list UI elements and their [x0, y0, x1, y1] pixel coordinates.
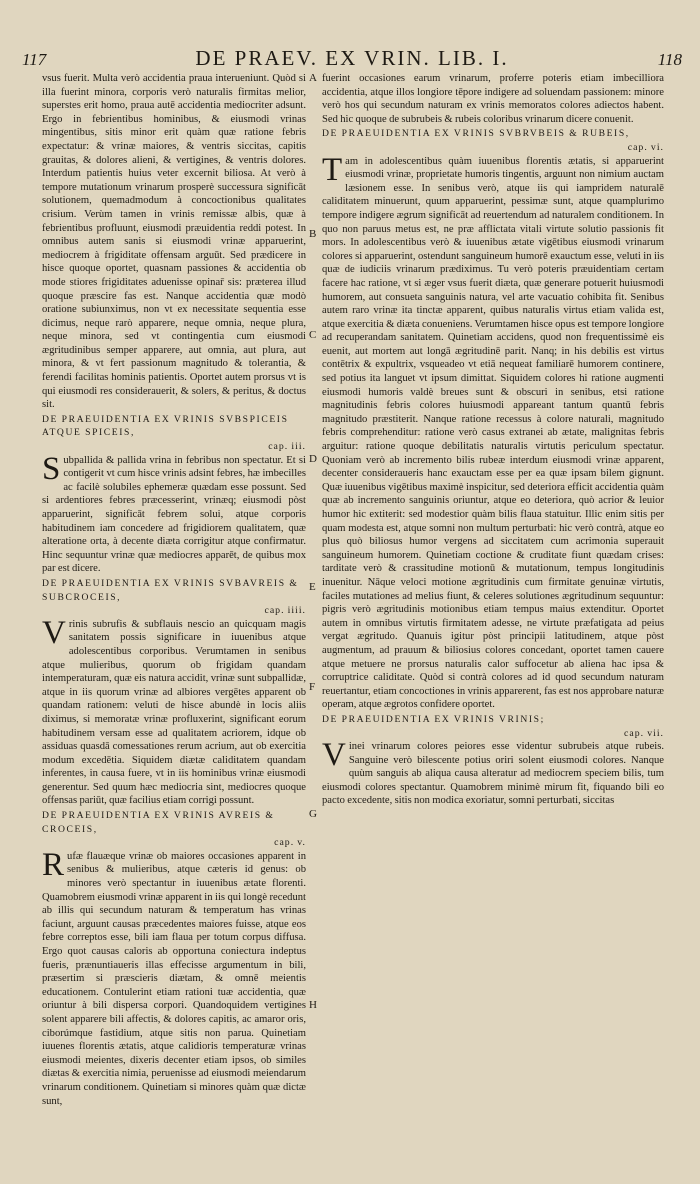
chapter-number: cap. vi. — [627, 141, 664, 153]
margin-letter: H — [309, 999, 317, 1011]
running-title: DE PRAEV. EX VRIN. LIB. I. — [195, 46, 509, 70]
chapter-heading: DE PRAEUIDENTIA EX VRINIS SVBAVREIS & SUBCROCEIS, — [42, 577, 299, 603]
chapter-heading: DE PRAEUIDENTIA EX VRINIS VRINIS; — [322, 713, 545, 725]
chapter-number: cap. iii. — [268, 441, 306, 453]
paragraph: Subpallida & pallida vrina in febribus non spectatur. Et si contigerit vt cum hisce vrinis adsint febres, hæ imbecilles ac facilè solubiles ephemeræ quædam esse possunt. Sed si ardentiores febres præcesserint, vrinæq; eiusmodi pòst apparuerint, significāt febrem solui, atque corporis habitudinem iam concedere ad frigidiorem qualitatem, quæ alteratione orta, à decente diæta corrigitur atque confirmatur. Hinc sequuntur vrinæ quæ mediocres apparēt, de quibus mox par est dicere. — [42, 450, 306, 575]
chapter-number: cap. v. — [274, 837, 306, 849]
margin-letter: D — [309, 453, 317, 465]
margin-letter: F — [309, 681, 316, 693]
chapter-heading: DE PRAEUIDENTIA EX VRINIS AVREIS & CROCEIS, — [42, 810, 275, 835]
paragraph: Vrinis subrufis & subflauis nescio an quicquam magis sanitatem possis significare in iuuenibus atque adolescentibus corporibus. Verumtamen in senibus atque mulieribus, quorum ob frigidam quandam intemperaturam, quæ eis natura accidit, vrinæ sunt subpallidæ, atque in iis quorum vrinæ ad albiores vergētes apparent ob quandam rationem: veluti de hisce abundè in locis aliis diximus, si memoratæ vrinæ profluxerint, significant eorum habitudinem versam esse ad qualitatem acriorem, idque ob assiduas quasdā comessationes rerum acrium, aut ob exercitia modum excedētia. Siquidem diætæ caliditatem quandam inferentes, in causa fuere, vt in iis hominibus vrinæ eiusmodi generentur. Sed quum hæc mediocria sint, mediocres quoque offensas pariūt, quæ facilius etiam corrigi possunt. — [42, 614, 306, 807]
left-column — [42, 72, 306, 1108]
paragraph: fuerint occasiones earum vrinarum, proferre poteris etiam imbecilliora accidentia, atque illos longiore tēpore indigere ad soluendam passionem: minore verò hos qui secundum naturam ex vrinis memoratos colores adiectos habent. Sed hic quoque de subrubeis & rubeis coloribus vrinarum dicere conuenit. — [322, 73, 664, 125]
paragraph: Tam in adolescentibus quàm iuuenibus florentis ætatis, si apparuerint eiusmodi vrinæ, proprietate humoris tingentis, arguunt non nimium auctam læsionem esse. In senibus verò, atque iis qui iampridem naturalē caliditatem minuerunt, quum apparuerint, pessimæ sunt, atque quamplurimo tempore indigere ægrum significāt ad reuertendum ad naturalem conditionem. In quo non paruus metus est, ne præ afflictata vitali virtute solutio passionis fit mors. In adolescentibus verò & iuuenibus ætate vigētibus eiusmodi vrinarum colores si apparuerint, ostendunt sanguineum humorē exauctum esse, veluti in iis quæ de iudiciis vrinarum prædiximus. Tu verò poteris præuidentiam certam facere hac ratione, vt si æger vsus fuerit diæta, quæ generare potuerit huiusmodi humorem, aut consueta sanguinis natura, vel arte vacuatio cohibita fit. Senibus autem raro vrinæ ita tinctæ apparent, quibus naturalis virtus etiam valida est, atque exercitia & diæta conueniens. Verumtamen hisce opus est tempore longiore ad recuperandam sanitatem. Quinetiam accidens, quod non frequentissimè eis euenit, aut mortem aut longā ægritudinē parit. Nanq; in his debilis est virtus contētrix & expultrix, vsqueadeo vt etiā nequeat familiarē humorem continere, sed potius ita languet vt ipsum dimittat. Siquidem colores hi ratione augmenti eiusmodi humoris valdè breues sunt & obscuri in senibus, etsi ratione magnitudinis febris colores huiusmodi appareant tantum quantū febris magnitudo præstiterit. Nanque ratione recessus à colore naturali, magnitudo febris comprehenditur: ratione verò casus extranei ab ætate, malignitas febris arguitur: ratione quoque debilitatis naturalis virtutis periculum spectatur. Quoniam verò ab incremento bilis rubeæ interdum eiusmodi vrinæ apparent, decenter consideraueris hanc exauctam esse per ea quæ ipsam bilem gignunt. Quæ iuuenibus vigētibus maximè inspicitur, sed deteriora efficit accidentia quàm quæ ab incremento sanguinis oriuntur, atque eo deteriora, quò acrior & leuior humor hic extiterit: sed modestior quàm bilis flaua statuitur. Illic enim sitis per quam modesta est, atque somni non multum perturbati: hic verò contrà, atque eo plus quò biliosus humor vergens ad siccitatem cum acrimonia superauit sanguineum humorem. Quinetiam coctione & cruditate fiunt quædam crises: tarditate verò & crassitudine motionū & mutationum, tempus longitudinis inuenitur. Nāque veloci motione ægritudinis cum firmitate genuinæ virtutis, faciles mutationes ad melius fiunt, & celeres solutiones ægritudinum sequuntur: pigris verò ægritudinis motionibus etiam tempus maius extenditur. Oportet autem in omnibus virtutis firmitatem adesse, ne virtute præfatigata ad peius vergat ægritudo. Quanuis igitur pòst principii latitudinem, atque pòst augmentum, ad prauum & biliosius colores concedant, oportet tamen cauere atque metuere ne prorsus naturalis calor suffocetur ab aliena hac ipsa & corruptrice caliditate. Quòd si contrà colores ad id quod secundum naturam reuertantur, etiam concoctiones in vrinis apparerent, fas est nos approbare naturæ operam, atque ægrotos confidere oportet. — [322, 151, 664, 711]
paragraph: Vinei vrinarum colores peiores esse videntur subrubeis atque rubeis. Sanguine verò bilescente potius oriri solent eiusmodi colores. Nanque quùm sanguis ab aliqua causa alteratur ad mediocrem speciem bilis, tum eiusmodi colores spectantur. Quamobrem minimè mirum fit, fiquando bili eo pacto excedente, sitis non modica exoriatur, somni perturbati, siccitas — [322, 737, 664, 807]
chapter-number: cap. vii. — [624, 727, 664, 739]
paragraph: vsus fuerit. Multa verò accidentia praua interueniunt. Quòd si illa fuerint minora, corporis verò naturalis firmitas melior, superstes erit homo, praua autē accidentia mediocriter adsunt. Ergo in febrientibus hominibus, & eiusmodi vrinas mingentibus, sitis minor erit quàm quæ ratione febris expectatur: & vrinæ maiores, & ventris siccitas, capitis grauitas, & dolores alieni, & vertigines, & ventris dolores. Interdum patientis huius veter excernit biliosa. At verò à tempore mutationum vrinarum prosperè successura significāt solutionem, quemadmodum à concoctionibus qualitates crisium. Verùm tamen in vrinis remissæ albis, quæ à febrientibus profluunt, eiusmodi præuidentia reddi potest. In omnibus autem sanis si eiusmodi vrinæ apparuerint, mediocrem à frigiditate offensam arguūt. Sed prædicere in hisce quoque oportet, quasnam passiones & accidentia ob mode stiores frigiditates aduenisse opinar̄ sis: præterea illud quoque præscire fas est. Nanque accidentia quæ modò oratione subiunximus, non vt ex necessitate sequentia esse dicimus, neque rarò apparere, neque omnia, neque plura, neque minora, sed vt contingentia cum eiusmodi ægritudinibus semper apparere, aut omnia, aut plura, aut minora, & vt fert passionum magnitudo & tolerantia, & ferendi facilitas hominis patientis. Oportet autem prorsus vt is qui eiusmodi res considerauerit, & solers, & peritus, & doctus sit. — [42, 73, 306, 411]
chapter-number: cap. iiii. — [264, 605, 306, 617]
chapter-heading: DE PRAEUIDENTIA EX VRINIS SVBRVBEIS & RUBEIS, — [322, 128, 630, 140]
page-number-right: 118 — [657, 50, 682, 69]
right-column — [322, 72, 664, 808]
margin-letter: E — [309, 581, 316, 593]
chapter-heading: DE PRAEUIDENTIA EX VRINIS SVBSPICEIS ATQUE SPICEIS, — [42, 413, 289, 439]
margin-letter: B — [309, 228, 317, 240]
margin-letter: A — [309, 72, 317, 84]
margin-letter: C — [309, 329, 317, 341]
running-header — [22, 44, 682, 72]
page-number-left: 117 — [22, 50, 47, 69]
margin-letter: G — [309, 808, 317, 820]
paragraph: Rufæ flauæque vrinæ ob maiores occasiones apparent in senibus & mulieribus, atque cæteris id genus: ob minores verò spectantur in iuuenibus ætate florenti. Quamobrem eiusmodi vrinæ apparent in iis qui longè recedunt ab illis qui secundum naturam & temperatum has vrinas faciunt, arguunt causas præcedentes maiores fuisse, atque eos febre correptos esse, bili iam flaua per totum corpus diffusa. Ergo quot causas caloris ab opportuna coniectura indeptus fueris, prænuntiaueris illas effecisse argumentum in bili, præsertim si præscieris diætam, & omnē meientis educationem. Contulerint etiam rationi tuæ accidentia, quæ oriuntur à bili dispersa corpori. Quandoquidem vertigines solent apparere bili affectis, & dolores capitis, ac amaror oris, ciborúmque fastidium, atque sitis non parua. Quinetiam iuuenes florentis ætatis, atque calidioris temperaturæ vrinas eiusmodi meientes, dixeris decenter etiam ipsos, ob similes diætas & exercitia nimia, peruenisse ad eiusmodi meiendarum vrinarum conditionem. Quinetiam si minores quàm quæ dictæ sunt, — [42, 846, 306, 1107]
